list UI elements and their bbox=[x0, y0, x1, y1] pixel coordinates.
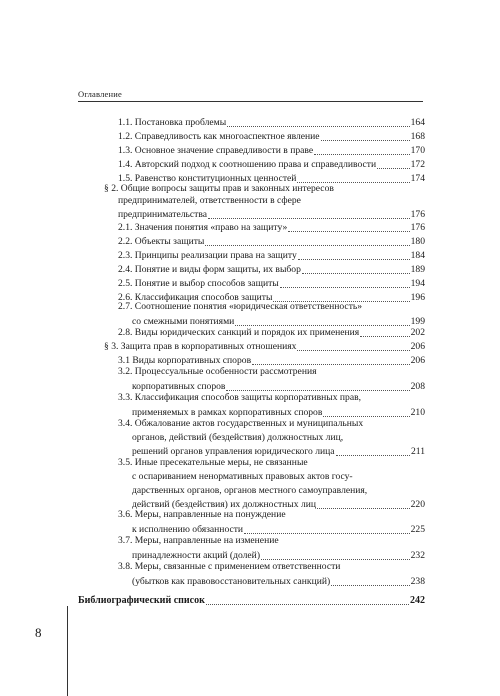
entry-page: 189 bbox=[410, 264, 425, 275]
toc-entry-3-4 bbox=[118, 418, 425, 458]
entry-page: 238 bbox=[410, 576, 425, 587]
entry-title-line: 3.6. Меры, направленные на понуждение bbox=[118, 509, 286, 520]
entry-page: 180 bbox=[410, 236, 425, 247]
entry-page: 170 bbox=[410, 145, 425, 156]
running-header: Оглавление bbox=[78, 89, 122, 99]
entry-title: 2.6. Классификация способов защиты bbox=[118, 292, 273, 303]
leader-dots bbox=[321, 139, 410, 141]
leader-dots bbox=[288, 230, 409, 232]
toc-entry-3-3 bbox=[118, 392, 425, 419]
entry-title: 2.2. Объекты защиты bbox=[118, 236, 205, 247]
entry-page: 194 bbox=[410, 278, 425, 289]
entry-page: 176 bbox=[410, 222, 425, 233]
leader-dots bbox=[323, 415, 409, 417]
entry-title-line: 3.2. Процессуальные особенности рассмотрения bbox=[118, 366, 317, 377]
entry-title: (убытков как правовосстановительных санкций) bbox=[132, 576, 331, 587]
entry-page: 184 bbox=[410, 250, 425, 261]
toc-entry-3-8 bbox=[118, 561, 425, 588]
entry-title: 2.8. Виды юридических санкций и порядок их применения bbox=[118, 327, 360, 338]
entry-title: 2.4. Понятие и виды форм защиты, их выбор bbox=[118, 264, 301, 275]
entry-title-line: 3.8. Меры, связанные с применением ответственности bbox=[118, 561, 341, 572]
toc-entry-2-2 bbox=[118, 236, 425, 248]
leader-dots bbox=[205, 244, 409, 246]
entry-title-line: 3.7. Меры, направленные на изменение bbox=[118, 535, 279, 546]
leader-dots bbox=[314, 153, 409, 155]
toc-entry-3-7 bbox=[118, 535, 425, 562]
toc-entry-3-5 bbox=[118, 457, 425, 511]
entry-page: 172 bbox=[410, 159, 425, 170]
entry-title: 2.1. Значения понятия «право на защиту» bbox=[118, 222, 288, 233]
entry-page: 242 bbox=[410, 595, 425, 606]
entry-title: 3.1 Виды корпоративных споров bbox=[118, 355, 252, 366]
entry-title-line: предпринимателей, ответственности в сфере bbox=[118, 195, 301, 206]
entry-title: со смежными понятиями bbox=[132, 316, 235, 327]
entry-title: 1.4. Авторский подход к соотношению права и справедливости bbox=[118, 159, 377, 170]
leader-dots bbox=[377, 167, 409, 169]
page-margin-rule bbox=[67, 606, 68, 696]
entry-page: 225 bbox=[410, 524, 425, 535]
entry-page: 168 bbox=[410, 131, 425, 142]
entry-title: 1.2. Справедливость как многоаспектное явление bbox=[118, 131, 320, 142]
entry-page: 232 bbox=[410, 550, 425, 561]
entry-title: Библиографический список bbox=[78, 595, 205, 606]
toc-entry-1-4 bbox=[118, 159, 425, 171]
toc-entry-3-6 bbox=[118, 509, 425, 536]
entry-title: принадлежности акций (долей) bbox=[132, 550, 261, 561]
entry-page: 174 bbox=[410, 173, 425, 184]
toc-entry-1-2 bbox=[118, 131, 425, 143]
toc-section-2 bbox=[104, 183, 425, 221]
entry-page: 208 bbox=[410, 381, 425, 392]
leader-dots bbox=[252, 363, 410, 365]
entry-title: 1.1. Постановка проблемы bbox=[118, 117, 227, 128]
toc-entry-2-5 bbox=[118, 278, 425, 290]
leader-dots bbox=[226, 389, 409, 391]
entry-title-line: 2.7. Соотношение понятия «юридическая ответственность» bbox=[118, 301, 363, 312]
toc-bibliography bbox=[78, 595, 425, 607]
entry-title: 1.3. Основное значение справедливости в праве bbox=[118, 145, 314, 156]
leader-dots bbox=[336, 454, 410, 456]
leader-dots bbox=[297, 349, 409, 351]
entry-page: 196 bbox=[410, 292, 425, 303]
leader-dots bbox=[298, 258, 410, 260]
entry-title: действий (бездействия) их должностных лиц bbox=[132, 499, 317, 510]
page-number: 8 bbox=[35, 625, 42, 640]
entry-page: 176 bbox=[410, 209, 425, 220]
entry-title: 2.5. Понятие и выбор способов защиты bbox=[118, 278, 279, 289]
entry-title-line: 3.4. Обжалование актов государственных и муниципальных bbox=[118, 418, 364, 429]
entry-title-line: дарственных органов, органов местного самоуправления, bbox=[132, 485, 368, 496]
leader-dots bbox=[360, 335, 409, 337]
entry-page: 210 bbox=[410, 407, 425, 418]
entry-title-line: 3.5. Иные пресекательные меры, не связанные bbox=[118, 457, 308, 468]
entry-title-line: 3.3. Классификация способов защиты корпоративных прав, bbox=[118, 392, 362, 403]
leader-dots bbox=[261, 558, 410, 560]
leader-dots bbox=[244, 532, 410, 534]
toc-entry-2-1 bbox=[118, 222, 425, 234]
entry-title-line: с оспариванием ненормативных правовых актов госу- bbox=[132, 471, 353, 482]
toc-entry-2-4 bbox=[118, 264, 425, 276]
entry-page: 202 bbox=[410, 327, 425, 338]
entry-title-line: § 2. Общие вопросы защиты прав и законных интересов bbox=[104, 183, 334, 194]
leader-dots bbox=[331, 584, 409, 586]
entry-page: 164 bbox=[410, 117, 425, 128]
entry-title: предпринимательства bbox=[118, 209, 208, 220]
entry-title: 2.3. Принципы реализации права на защиту bbox=[118, 250, 297, 261]
entry-title: к исполнению обязанности bbox=[132, 524, 244, 535]
toc-entry-2-7 bbox=[118, 301, 425, 328]
entry-page: 199 bbox=[410, 316, 425, 327]
leader-dots bbox=[302, 272, 410, 274]
toc-entry-1-1 bbox=[118, 117, 425, 129]
entry-page: 206 bbox=[410, 341, 425, 352]
entry-title: применяемых в рамках корпоративных споров bbox=[132, 407, 323, 418]
toc-entry-2-3 bbox=[118, 250, 425, 262]
leader-dots bbox=[208, 217, 410, 219]
entry-page: 220 bbox=[410, 499, 425, 510]
entry-page: 206 bbox=[410, 355, 425, 366]
header-divider bbox=[78, 101, 423, 102]
entry-title: 1.5. Равенство конституционных ценностей bbox=[118, 173, 297, 184]
toc-entry-2-8 bbox=[118, 327, 425, 339]
leader-dots bbox=[206, 603, 409, 605]
toc-entry-1-3 bbox=[118, 145, 425, 157]
entry-title: решений органов управления юридического лица bbox=[132, 446, 335, 457]
entry-page: 211 bbox=[410, 446, 425, 457]
leader-dots bbox=[235, 324, 409, 326]
entry-title: § 3. Защита прав в корпоративных отношениях bbox=[104, 341, 297, 352]
toc-entry-3-2 bbox=[118, 366, 425, 393]
entry-title: корпоративных споров bbox=[132, 381, 226, 392]
toc-section-3 bbox=[104, 341, 425, 353]
entry-title-line: органов, действий (бездействия) должностных лиц, bbox=[132, 432, 344, 443]
leader-dots bbox=[280, 286, 410, 288]
leader-dots bbox=[227, 125, 409, 127]
